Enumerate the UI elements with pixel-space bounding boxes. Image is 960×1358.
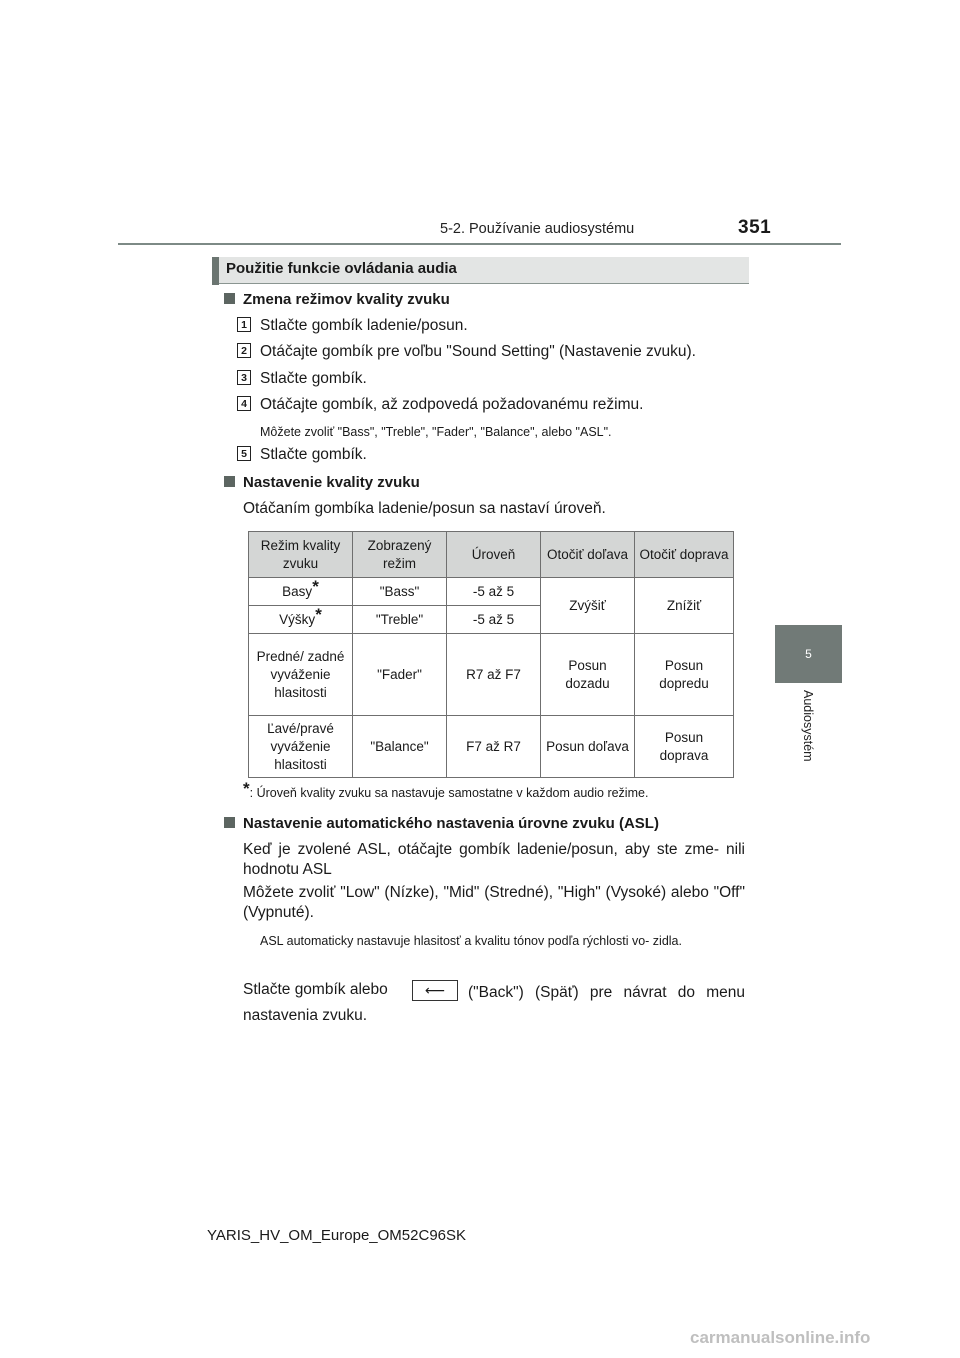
- display-cell: "Bass": [353, 578, 447, 606]
- step-text-3: Stlačte gombík.: [260, 370, 367, 387]
- mode-cell: [249, 606, 353, 634]
- step-number-3: 3: [237, 370, 251, 385]
- back-text-before: Stlačte gombík alebo: [243, 981, 388, 998]
- header-rule: [118, 243, 841, 245]
- footer-code: YARIS_HV_OM_Europe_OM52C96SK: [207, 1227, 467, 1244]
- sound-quality-text: Otáčaním gombíka ladenie/posun sa nastaví úroveň.: [243, 500, 606, 517]
- section-title-bar: [212, 257, 219, 285]
- header-cell: Režim kvality zvuku: [249, 532, 353, 578]
- heading-sound-mode: [224, 291, 450, 308]
- step-number-5: 5: [237, 446, 251, 461]
- asl-text-2: Môžete zvoliť "Low" (Nízke), "Mid" (Stredné), "High" (Vysoké) alebo "Off" (Vypnuté).: [243, 884, 745, 921]
- back-button-icon: ⟵: [412, 980, 458, 1001]
- table-row: [249, 716, 734, 778]
- left-cell: Zvýšiť: [541, 578, 635, 634]
- heading-text: Nastavenie kvality zvuku: [243, 474, 420, 491]
- page-number: 351: [738, 217, 772, 238]
- heading-asl: [224, 815, 659, 832]
- heading-text: Zmena režimov kvality zvuku: [243, 291, 450, 308]
- asl-text-1: Keď je zvolené ASL, otáčajte gombík ladenie/posun, aby ste zme- nili hodnotu ASL: [243, 841, 745, 878]
- header-cell: Otočiť doľava: [541, 532, 635, 578]
- footnote-text: : Úroveň kvality zvuku sa nastavuje samostatne v každom audio režime.: [249, 786, 649, 800]
- chapter-tab: [775, 625, 842, 683]
- asterisk: *: [243, 778, 250, 798]
- step-text-5: Stlačte gombík.: [260, 446, 367, 463]
- square-bullet-icon: [224, 817, 235, 828]
- level-cell: -5 až 5: [447, 578, 541, 606]
- asterisk: *: [312, 577, 319, 596]
- square-bullet-icon: [224, 293, 235, 304]
- header-cell: Zobrazený režim: [353, 532, 447, 578]
- mode-cell: Ľavé/pravé vyváženie hlasitosti: [249, 716, 353, 778]
- step-note: Môžete zvoliť "Bass", "Treble", "Fader", "Balance", alebo "ASL".: [260, 425, 612, 439]
- table-header-row: [249, 532, 734, 578]
- watermark: carmanualsonline.info: [690, 1328, 871, 1347]
- right-cell: Znížiť: [635, 578, 734, 634]
- display-cell: "Balance": [353, 716, 447, 778]
- mode-cell: [249, 578, 353, 606]
- back-text-after: ("Back") (Späť) pre návrat do menu nastavenia zvuku.: [243, 984, 745, 1024]
- mode-text: Výšky: [279, 611, 316, 627]
- table-footnote: [243, 778, 649, 800]
- level-cell: F7 až R7: [447, 716, 541, 778]
- step-text-2: Otáčajte gombík pre voľbu "Sound Setting" (Nastavenie zvuku).: [260, 343, 696, 360]
- right-cell: Posun doprava: [635, 716, 734, 778]
- right-cell: Posun dopredu: [635, 634, 734, 716]
- asterisk: *: [315, 605, 322, 624]
- header-cell: Otočiť doprava: [635, 532, 734, 578]
- sound-quality-table: [248, 531, 734, 778]
- display-cell: "Treble": [353, 606, 447, 634]
- level-cell: R7 až F7: [447, 634, 541, 716]
- chapter-label: Audiosystém: [801, 690, 815, 762]
- display-cell: "Fader": [353, 634, 447, 716]
- left-cell: Posun dozadu: [541, 634, 635, 716]
- square-bullet-icon: [224, 476, 235, 487]
- mode-text: Basy: [282, 583, 313, 599]
- level-cell: -5 až 5: [447, 606, 541, 634]
- step-text-1: Stlačte gombík ladenie/posun.: [260, 317, 468, 334]
- header-section-title: 5-2. Používanie audiosystému: [440, 221, 635, 237]
- table-row: [249, 578, 734, 606]
- asl-note: ASL automaticky nastavuje hlasitosť a kvalitu tónov podľa rýchlosti vo- zidla.: [260, 934, 682, 948]
- left-cell: Posun doľava: [541, 716, 635, 778]
- mode-cell: Predné/ zadné vyváženie hlasitosti: [249, 634, 353, 716]
- heading-sound-quality: [224, 474, 420, 491]
- step-number-4: 4: [237, 396, 251, 411]
- chapter-number: 5: [805, 647, 812, 661]
- step-text-4: Otáčajte gombík, až zodpovedá požadovanému režimu.: [260, 396, 644, 413]
- step-number-2: 2: [237, 343, 251, 358]
- section-title: Použitie funkcie ovládania audia: [226, 260, 457, 277]
- header-cell: Úroveň: [447, 532, 541, 578]
- table-row: [249, 634, 734, 716]
- chapter-label-wrap: [798, 690, 818, 780]
- heading-text: Nastavenie automatického nastavenia úrovne zvuku (ASL): [243, 815, 659, 832]
- step-number-1: 1: [237, 317, 251, 332]
